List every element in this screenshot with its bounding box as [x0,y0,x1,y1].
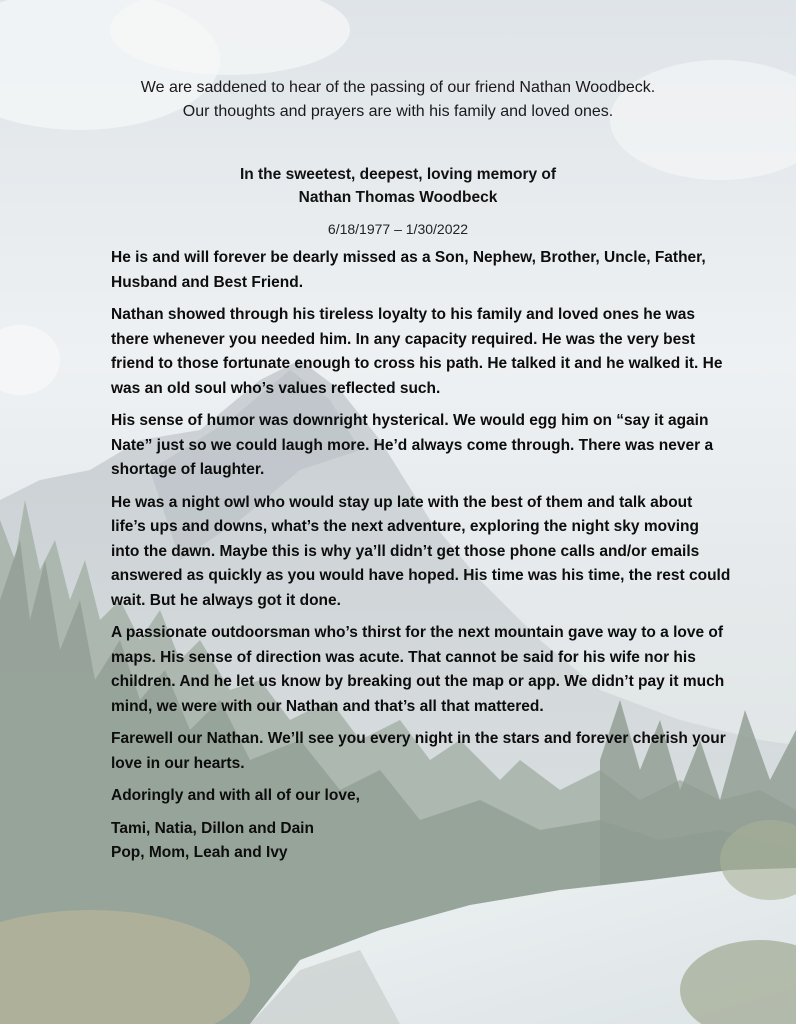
signature-line-2: Pop, Mom, Leah and Ivy [111,844,288,861]
closing-line: Adoringly and with all of our love, [111,787,360,804]
tribute-paragraph: A passionate outdoorsman who’s thirst for the next mountain gave way to a love of maps. His sense of direction was acute. That cannot be said for his wife nor his children. And he let us know by breaking out the map or app. We didn’t pay it much mind, we were with our Nathan and that’s all that mattered. [111,624,725,715]
tribute-paragraph: He is and will forever be dearly missed as a Son, Nephew, Brother, Uncle, Father, Husband and Best Friend. [111,249,706,291]
tribute-paragraph: Nathan showed through his tireless loyalty to his family and loved ones he was there whenever you needed him. In any capacity required. He was the very best friend to those fortunate enough to cross his path. He talked it and he walked it. He was an old soul who’s values reflected such. [111,306,723,397]
heading-line-1: In the sweetest, deepest, loving memory of [239,166,557,183]
heading-name: Nathan Thomas Woodbeck [298,189,498,206]
tribute-body [111,246,731,866]
condolence-intro [0,76,796,124]
tribute-paragraph: Farewell our Nathan. We’ll see you every night in the stars and forever cherish your love in our hearts. [111,730,726,772]
tribute-paragraph: His sense of humor was downright hysterical. We would egg him on “say it again Nate” just so we could laugh more. He’d always come through. There was never a shortage of laughter. [111,412,714,478]
life-dates: 6/18/1977 – 1/30/2022 [327,221,469,237]
intro-line-1: We are saddened to hear of the passing of our friend Nathan Woodbeck. [140,79,656,96]
memorial-heading [0,163,796,209]
intro-line-2: Our thoughts and prayers are with his family and loved ones. [182,103,614,120]
tribute-paragraph: He was a night owl who would stay up late with the best of them and talk about life’s ups and downs, what’s the next adventure, exploring the night sky moving into the dawn. Maybe this is why ya’ll didn’t get those phone calls and/or emails answered as quickly as you would have hoped. His time was his time, the rest could wait. But he always got it done. [111,493,731,609]
signature-line-1: Tami, Natia, Dillon and Dain [111,819,314,837]
